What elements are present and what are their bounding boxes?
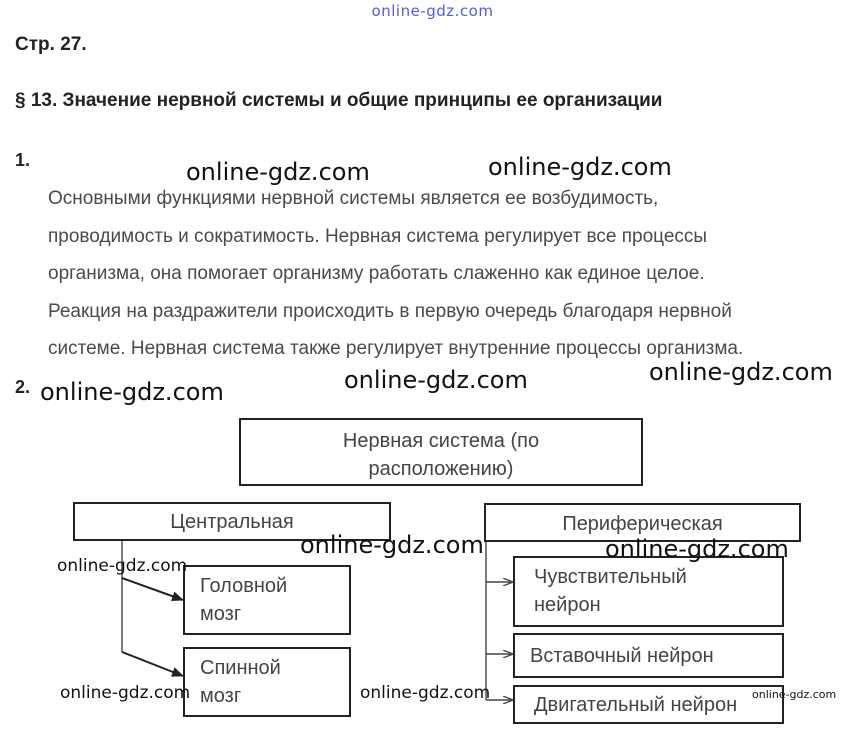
watermark: online-gdz.com	[360, 683, 491, 703]
watermark: online-gdz.com	[344, 366, 528, 394]
root-box	[239, 418, 643, 486]
watermark: online-gdz.com	[186, 158, 370, 186]
interneuron-box-label: Вставочный нейрон	[530, 645, 714, 667]
sensory-neuron-box-line-2: нейрон	[534, 594, 601, 616]
watermark: online-gdz.com	[57, 556, 188, 576]
answer-line: Основными функциями нервной системы является ее возбудимость,	[48, 188, 659, 209]
answer-line: проводимость и сократимость. Нервная система регулирует все процессы	[48, 225, 708, 247]
sensory-neuron-box	[513, 556, 784, 627]
watermark: online-gdz.com	[300, 531, 484, 559]
spinal-cord-box-line-1: Спинной	[200, 657, 281, 679]
brain-box-line-2: мозг	[200, 603, 242, 625]
root-box-line-1: Нервная система (по	[342, 430, 540, 452]
brain-box	[183, 565, 351, 635]
question-2-number: 2.	[15, 377, 31, 397]
spinal-cord-box	[183, 647, 351, 717]
central-box-label: Центральная	[170, 511, 294, 533]
section-title: § 13. Значение нервной системы и общие принципы ее организации	[15, 90, 663, 111]
spinal-cord-box-line-2: мозг	[200, 685, 242, 707]
answer-line: системе. Нервная система также регулирует внутренние процессы организма.	[48, 338, 744, 359]
sensory-neuron-box-line-1: Чувствительный	[534, 566, 687, 588]
watermark: online-gdz.com	[605, 535, 789, 563]
arrow-to-spinal-cord	[122, 652, 183, 676]
question-1-number: 1.	[15, 150, 31, 170]
brain-box-line-1: Головной	[200, 575, 288, 597]
answer-line: организма, она помогает организму работать слаженно как единое целое.	[48, 263, 705, 284]
motor-neuron-box	[513, 685, 784, 724]
peripheral-box-label: Периферическая	[562, 513, 723, 535]
top-watermark: online-gdz.com	[371, 2, 494, 20]
answer-line: Реакция на раздражители происходить в первую очередь благодаря нервной	[48, 300, 732, 322]
page-label: Стр. 27.	[15, 34, 87, 55]
motor-neuron-box-label: Двигательный нейрон	[534, 694, 738, 716]
watermark: online-gdz.com	[60, 683, 191, 703]
watermark: online-gdz.com	[649, 358, 833, 386]
watermark: online-gdz.com	[752, 688, 837, 701]
root-box-line-2: расположению)	[368, 458, 514, 480]
interneuron-box	[513, 633, 784, 678]
arrow-to-brain	[122, 578, 183, 600]
watermark: online-gdz.com	[40, 378, 224, 406]
watermark: online-gdz.com	[488, 153, 672, 181]
